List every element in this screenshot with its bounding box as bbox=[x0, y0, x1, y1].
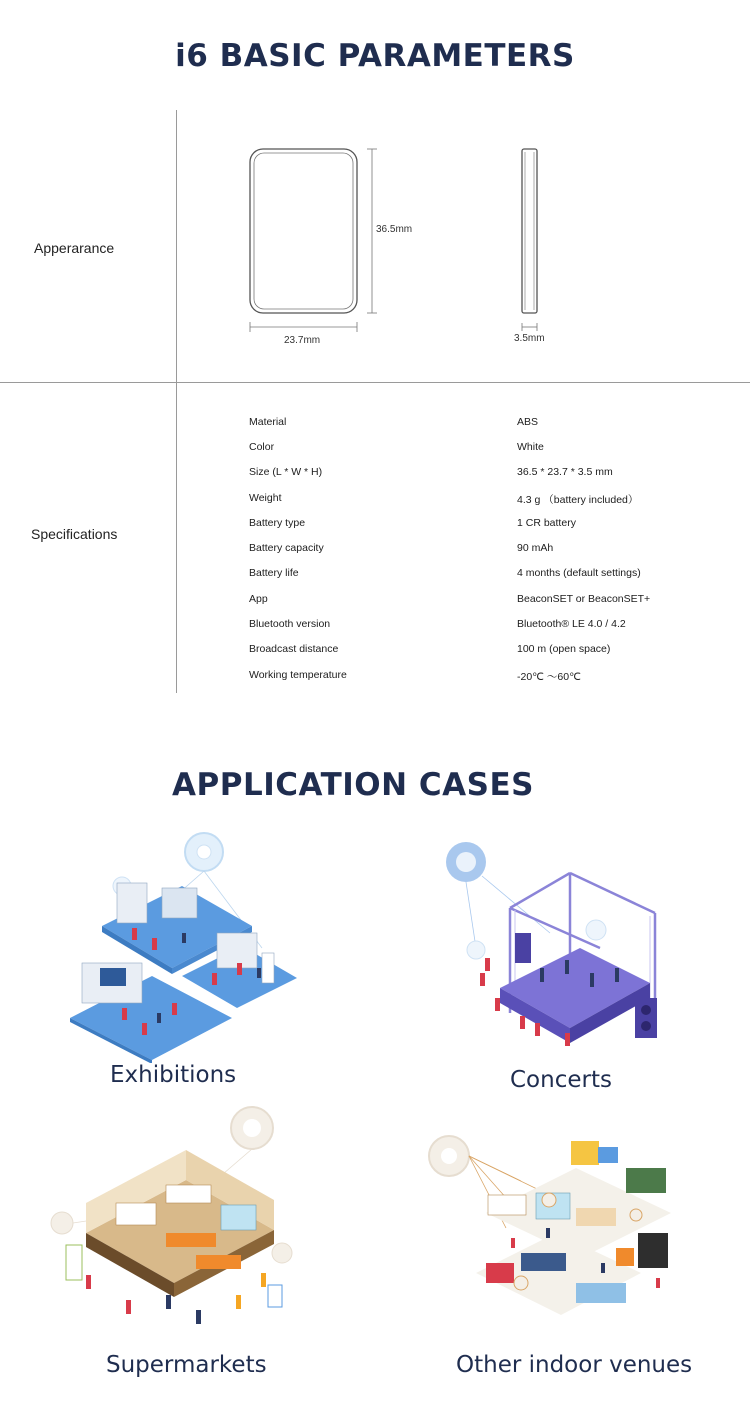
spec-key: Bluetooth version bbox=[249, 618, 331, 630]
case-label-supermarkets: Supermarkets bbox=[106, 1352, 267, 1378]
spec-value: 1 CR battery bbox=[517, 517, 576, 529]
case-label-concerts: Concerts bbox=[510, 1067, 612, 1093]
spec-key: Battery type bbox=[249, 517, 306, 529]
spec-key: Battery capacity bbox=[249, 542, 324, 554]
spec-key: Weight bbox=[249, 492, 282, 504]
spec-key: Battery life bbox=[249, 567, 299, 579]
device-dimension-drawing bbox=[240, 140, 560, 355]
spec-row bbox=[249, 466, 689, 488]
spec-value: 36.5 * 23.7 * 3.5 mm bbox=[517, 466, 613, 478]
supermarkets-illustration bbox=[46, 1105, 311, 1340]
spec-value: -20℃ ～60℃ bbox=[517, 671, 581, 683]
thickness-dimension: 3.5mm bbox=[514, 333, 545, 344]
spec-value: 100 m (open space) bbox=[517, 643, 611, 655]
table-divider-vertical-2 bbox=[176, 383, 177, 693]
table-divider-vertical bbox=[176, 110, 177, 382]
table-divider-horizontal bbox=[0, 382, 750, 383]
specifications-label: Specifications bbox=[31, 526, 118, 542]
spec-key: Color bbox=[249, 441, 275, 453]
spec-key: App bbox=[249, 593, 268, 605]
exhibitions-illustration bbox=[62, 828, 312, 1063]
spec-row bbox=[249, 643, 689, 665]
applications-title: APPLICATION CASES bbox=[172, 767, 534, 803]
appearance-label: Apperarance bbox=[34, 240, 115, 256]
spec-value: ABS bbox=[517, 416, 539, 428]
spec-value: 4.3 g （battery included） bbox=[517, 494, 639, 506]
spec-value: 4 months (default settings) bbox=[517, 567, 641, 579]
height-dimension: 36.5mm bbox=[376, 224, 413, 235]
spec-row bbox=[249, 517, 689, 539]
concerts-illustration bbox=[440, 838, 670, 1063]
spec-row bbox=[249, 492, 689, 514]
case-label-exhibitions: Exhibitions bbox=[110, 1062, 237, 1088]
spec-value: Bluetooth® LE 4.0 / 4.2 bbox=[517, 618, 626, 630]
spec-key: Broadcast distance bbox=[249, 643, 339, 655]
spec-row bbox=[249, 542, 689, 564]
spec-row bbox=[249, 567, 689, 589]
spec-row bbox=[249, 441, 689, 463]
indoor-venues-illustration bbox=[426, 1133, 691, 1348]
spec-key: Material bbox=[249, 416, 287, 428]
spec-value: BeaconSET or BeaconSET+ bbox=[517, 593, 651, 605]
spec-key: Working temperature bbox=[249, 669, 347, 681]
spec-row bbox=[249, 593, 689, 615]
width-dimension: 23.7mm bbox=[284, 335, 321, 346]
spec-row bbox=[249, 669, 689, 691]
spec-value: 90 mAh bbox=[517, 542, 554, 554]
spec-row bbox=[249, 618, 689, 640]
spec-value: White bbox=[517, 441, 544, 453]
spec-key: Size (L * W * H) bbox=[249, 466, 323, 478]
parameters-title: i6 BASIC PARAMETERS bbox=[175, 38, 575, 74]
spec-row bbox=[249, 416, 689, 438]
case-label-other-indoor-venues: Other indoor venues bbox=[456, 1352, 693, 1378]
